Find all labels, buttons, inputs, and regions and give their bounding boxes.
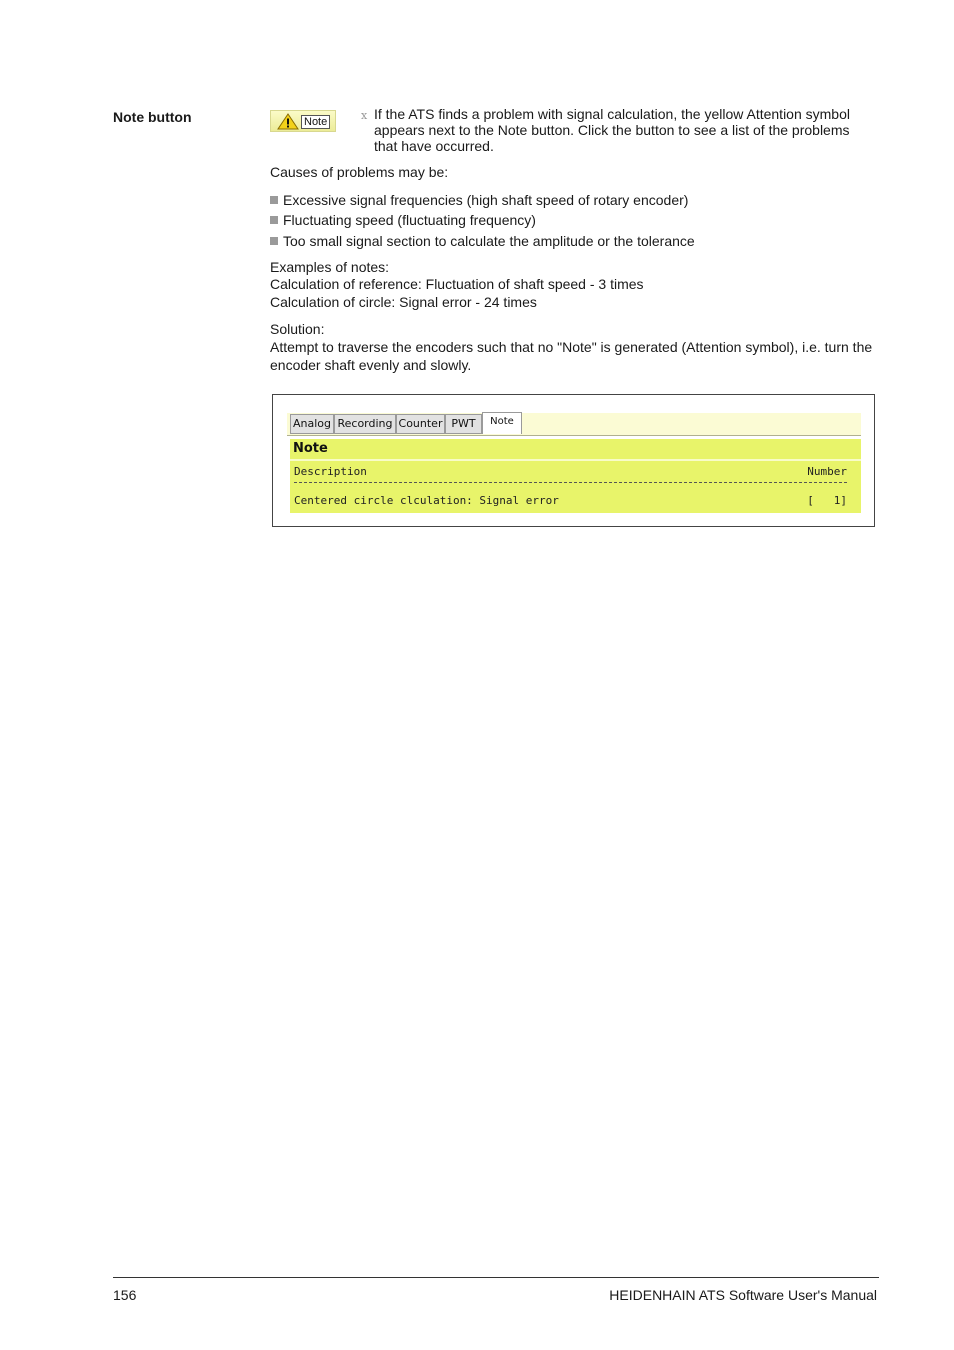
causes-intro: Causes of problems may be: [270, 164, 449, 180]
tab-pwt[interactable]: PWT [445, 414, 482, 434]
warning-triangle-icon [277, 113, 299, 130]
note-tab-screenshot [272, 394, 875, 527]
note-button-label: Note [301, 115, 330, 129]
solution-text: Attempt to traverse the encoders such that no "Note" is generated (Attention symbol), i.e. turn the encoder shaft evenly and slowly. [270, 339, 873, 373]
note-panel [290, 439, 861, 513]
examples-heading: Examples of notes: [270, 259, 390, 275]
page-number: 156 [113, 1287, 137, 1303]
footer-rule [113, 1277, 879, 1278]
panel-divider [290, 459, 861, 461]
example-line: Calculation of reference: Fluctuation of shaft speed - 3 times [270, 276, 644, 292]
note-row-number: [ 1] [807, 494, 847, 507]
tab-counter[interactable]: Counter [396, 414, 445, 434]
intro-text: If the ATS finds a problem with signal calculation, the yellow Attention symbol appears next to the Note button. Click the button to see a list of the problems that have occurred. [374, 106, 850, 154]
section-heading: Note button [113, 109, 192, 125]
square-bullet-icon [270, 237, 278, 245]
note-panel-title: Note [293, 441, 328, 456]
intro-bullet: x [361, 109, 368, 122]
dashed-separator [294, 482, 847, 483]
square-bullet-icon [270, 196, 278, 204]
tab-recording[interactable]: Recording [334, 414, 396, 434]
footer-title: HEIDENHAIN ATS Software User's Manual [609, 1287, 877, 1303]
column-header-number: Number [807, 465, 847, 478]
cause-item: Excessive signal frequencies (high shaft speed of rotary encoder) [270, 191, 688, 209]
note-button-image [270, 110, 336, 132]
tab-note[interactable]: Note [482, 412, 522, 434]
tab-analog[interactable]: Analog [290, 414, 334, 434]
square-bullet-icon [270, 216, 278, 224]
tab-bar [287, 413, 861, 436]
column-header-description: Description [294, 465, 367, 478]
note-row-description: Centered circle clculation: Signal error [294, 494, 559, 507]
solution-heading: Solution: [270, 321, 325, 337]
cause-item: Fluctuating speed (fluctuating frequency) [270, 211, 536, 229]
example-line: Calculation of circle: Signal error - 24 times [270, 294, 537, 310]
cause-item: Too small signal section to calculate the amplitude or the tolerance [270, 232, 695, 250]
